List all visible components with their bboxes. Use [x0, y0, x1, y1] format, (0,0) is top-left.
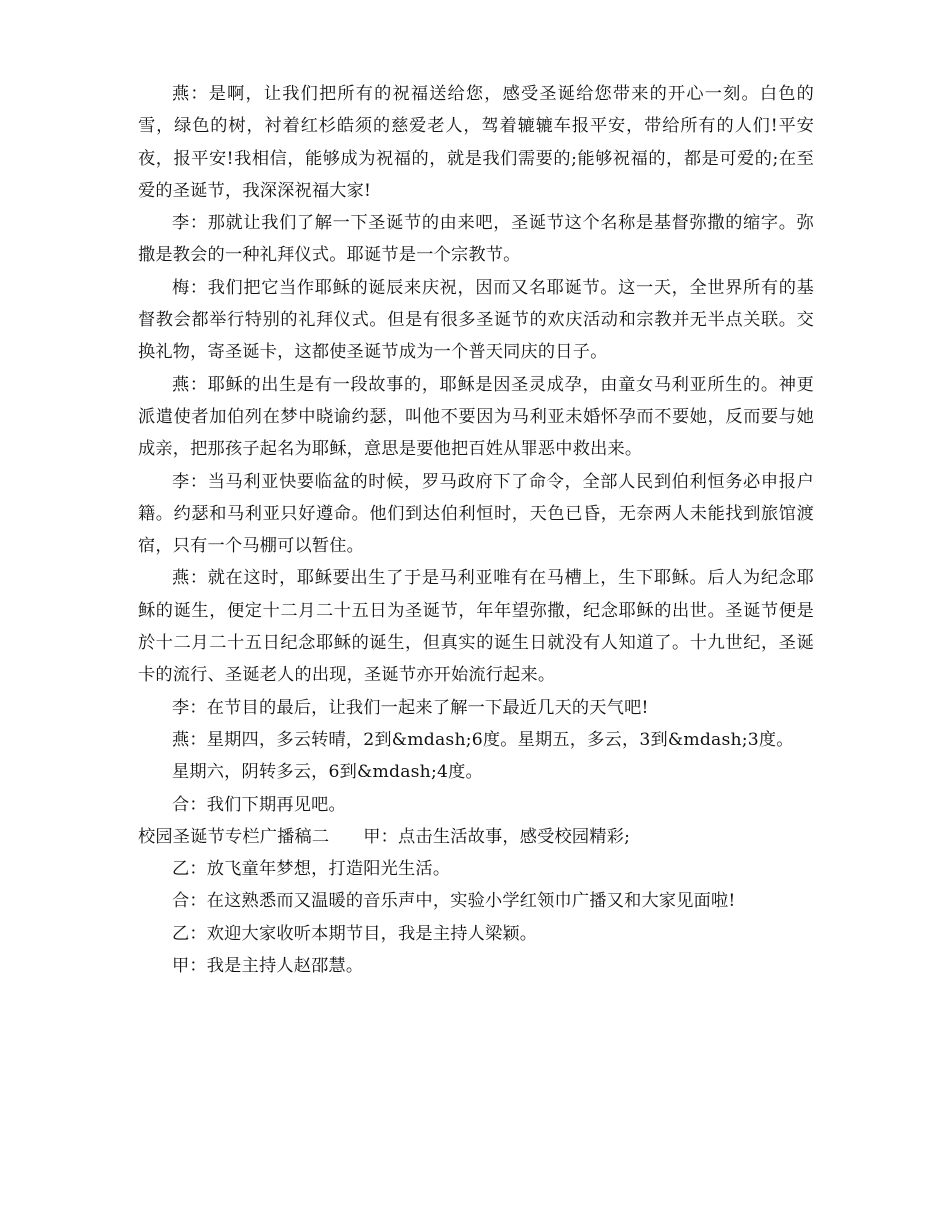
paragraph-li-bethlehem: 李：当马利亚快要临盆的时候，罗马政府下了命令，全部人民到伯利恒务必申报户籍。约瑟和马利亚只好遵命。他们到达伯利恒时，天色已昏，无奈两人未能找到旅馆渡宿，只有一个马棚可以暂住。: [138, 471, 814, 557]
paragraph-yan-manger: 燕：就在这时，耶稣要出生了于是马利亚唯有在马槽上，生下耶稣。后人为纪念耶稣的诞生，便定十二月二十五日为圣诞节，年年望弥撒，纪念耶稣的出世。圣诞节便是於十二月二十五日纪念耶稣的诞生，但真实的诞生日就没有人知道了。十九世纪，圣诞卡的流行、圣诞老人的出现，圣诞节亦开始流行起来。: [138, 568, 814, 686]
document-body: [138, 78, 814, 982]
paragraph-weather-saturday: 星期六，阴转多云，6到&mdash;4度。: [172, 762, 483, 783]
paragraph-yan-blessing: 燕：是啊，让我们把所有的祝福送给您，感受圣诞给您带来的开心一刻。白色的雪，绿色的树，衬着红杉皓须的慈爱老人，驾着辘辘车报平安，带给所有的人们!平安夜，报平安!我相信，能够成为祝福的，就是我们需要的;能够祝福的，都是可爱的;在至爱的圣诞节，我深深祝福大家!: [138, 84, 814, 201]
paragraph-jia-host: 甲：我是主持人赵邵慧。: [172, 956, 364, 977]
paragraph-yi-dream: 乙：放飞童年梦想，打造阳光生活。: [172, 859, 451, 880]
section-title: 校园圣诞节专栏广播稿二: [138, 826, 330, 847]
paragraph-li-origin: 李：那就让我们了解一下圣诞节的由来吧，圣诞节这个名称是基督弥撒的缩字。弥撒是教会的一种礼拜仪式。耶诞节是一个宗教节。: [138, 213, 814, 266]
paragraph-yan-birth-story: 燕：耶稣的出生是有一段故事的，耶稣是因圣灵成孕，由童女马利亚所生的。神更派遣使者加伯列在梦中晓谕约瑟，叫他不要因为马利亚未婚怀孕而不要她，反而要与她成亲，把那孩子起名为耶稣，意思是要他把百姓从罪恶中救出来。: [138, 374, 814, 460]
section-first-line: 甲：点击生活故事，感受校园精彩;: [363, 826, 631, 847]
paragraph-he-goodbye: 合：我们下期再见吧。: [172, 794, 346, 815]
paragraph-mei-celebration: 梅：我们把它当作耶稣的诞辰来庆祝，因而又名耶诞节。这一天，全世界所有的基督教会都举行特别的礼拜仪式。但是有很多圣诞节的欢庆活动和宗教并无半点关联。交换礼物，寄圣诞卡，这都使圣诞节成为一个普天同庆的日子。: [138, 277, 814, 363]
paragraph-li-weather-intro: 李：在节目的最后，让我们一起来了解一下最近几天的天气吧!: [172, 697, 649, 718]
paragraph-yan-weather: 燕：星期四，多云转晴，2到&mdash;6度。星期五，多云，3到&mdash;3度。: [172, 729, 794, 750]
section-title-line: [138, 821, 814, 853]
paragraph-he-welcome: 合：在这熟悉而又温暖的音乐声中，实验小学红领巾广播又和大家见面啦!: [172, 891, 736, 912]
paragraph-yi-host: 乙：欢迎大家收听本期节目，我是主持人梁颖。: [172, 923, 538, 944]
